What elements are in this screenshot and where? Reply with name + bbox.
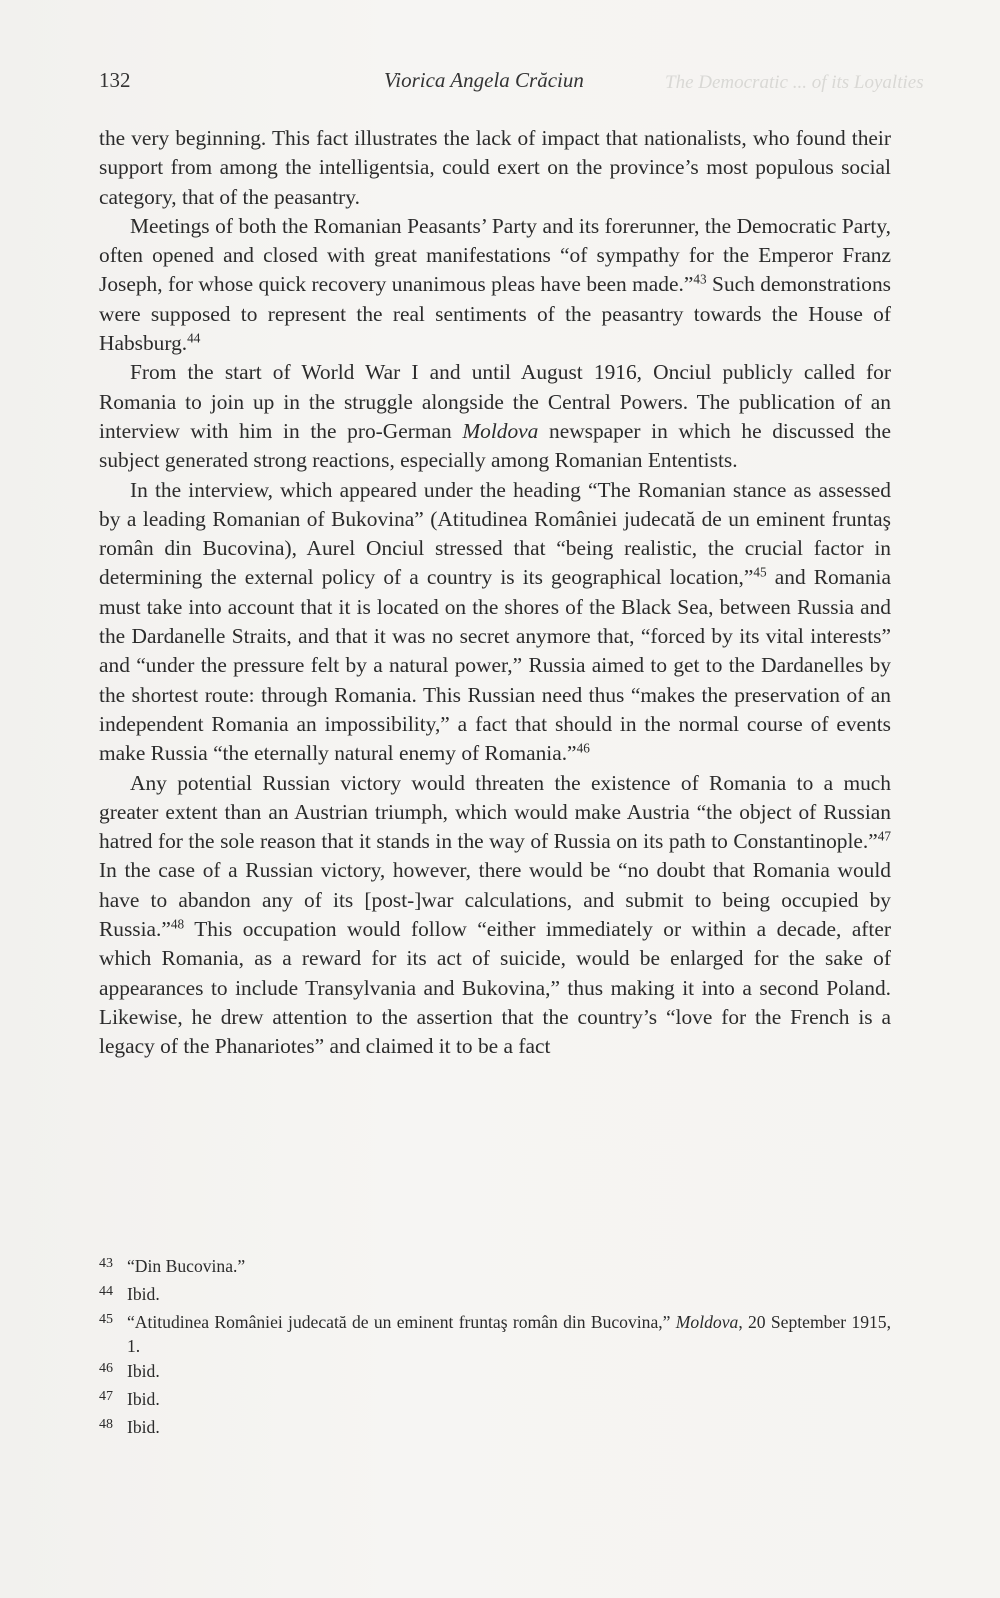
footnote-number: 48 <box>99 1416 113 1432</box>
paragraph <box>99 124 891 212</box>
text-run: Any potential Russian victory would threaten the existence of Romania to a much greater extent than an Austrian triumph, which would make Austria “the object of Russian hatred for the sole reason that it stands in the way of Russia on its path to Constantinople.” <box>99 770 891 854</box>
text-run: In the interview, which appeared under the heading “The Romanian stance as assessed by a leading Romanian of Bukovina” (Atitudinea României judecată de un eminent fruntaş român din Bucovina), Aurel Onciul stressed that “being realistic, the crucial factor in determining the external policy of a country is its geographical location,” <box>99 477 891 590</box>
page-header <box>99 68 899 98</box>
footnote-text <box>127 1254 891 1279</box>
footnote-number: 44 <box>99 1283 113 1299</box>
footnote-text <box>127 1415 891 1440</box>
footnote-number: 47 <box>99 1388 113 1404</box>
italic-text: Moldova <box>675 1311 739 1332</box>
text-run: and Romania must take into account that it is located on the shores of the Black Sea, between Russia and the Dardanelle Straits, and that it was no secret anymore that, “forced by its vital interests” and “under the pressure felt by a natural power,” Russia aimed to get to the Dardanelles by the shortest route: through Romania. This Russian need thus “makes the preservation of an independent Romania an impossibility,” a fact that should in the normal course of events make Russia “the eternally natural enemy of Romania.” <box>99 565 891 766</box>
footnote <box>99 1282 891 1310</box>
footnote-reference[interactable]: 48 <box>170 916 185 932</box>
text-run: In the case of a Russian victory, however, there would be “no doubt that Romania would have to abandon any of its [post-]war calculations, and submit to being occupied by Russia.” <box>99 858 891 942</box>
text-run: newspaper in which he discussed the subject generated strong reactions, especially among Romanian Ententists. <box>99 418 891 473</box>
footnote <box>99 1254 891 1282</box>
italic-text: Moldova <box>462 418 539 443</box>
footnote-number: 43 <box>99 1256 113 1271</box>
paragraph <box>99 476 891 769</box>
body-text <box>99 124 891 1062</box>
text-run: Ibid. <box>127 1283 160 1304</box>
footnote-number: 45 <box>99 1311 113 1327</box>
footnote-reference[interactable]: 44 <box>187 330 201 346</box>
text-run: From the start of World War I and until August 1916, Onciul publicly called for Romania to join up in the struggle alongside the Central Powers. The publication of an interview with him in the pro-German <box>99 360 891 443</box>
footnote-text <box>127 1310 891 1360</box>
footnote-reference[interactable]: 47 <box>877 828 891 844</box>
text-run: “Atitudinea României judecată de un eminent fruntaş român din Bucovina,” <box>127 1311 676 1332</box>
footnote <box>99 1310 891 1360</box>
text-run: the very beginning. This fact illustrates the lack of impact that nationalists, who found their support from among the intelligentsia, could exert on the province’s most populous social category, that of the peasantry. <box>99 126 891 209</box>
text-run: Ibid. <box>127 1388 160 1409</box>
paragraph <box>99 769 891 1062</box>
footnote <box>99 1387 891 1415</box>
bleed-through-running-head: The Democratic ... of its Loyalties <box>665 72 924 93</box>
footnote-reference[interactable]: 43 <box>693 272 707 288</box>
footnote-reference[interactable]: 46 <box>576 740 590 756</box>
footnotes <box>99 1254 891 1443</box>
footnote-number: 46 <box>99 1361 113 1377</box>
paragraph <box>99 212 891 358</box>
footnote <box>99 1415 891 1443</box>
text-run: “Din Bucovina.” <box>127 1256 246 1276</box>
text-run: This occupation would follow “either immediately or within a decade, after which Romania, as a reward for its act of suicide, would be enlarged for the sake of appearances to include Transylvania and Bukovina,” thus making it into a second Poland. Likewise, he drew attention to the assertion that the country’s “love for the French is a legacy of the Phanariotes” and claimed it to be a fact <box>99 917 891 1059</box>
running-head: Viorica Angela Crăciun <box>384 68 584 92</box>
paragraph <box>99 358 891 475</box>
text-run: Ibid. <box>127 1416 160 1437</box>
footnote <box>99 1359 891 1387</box>
footnote-text <box>127 1359 891 1384</box>
text-run: Ibid. <box>127 1361 160 1382</box>
text-run: Meetings of both the Romanian Peasants’ Party and its forerunner, the Democratic Party, often opened and closed with great manifestations “of sympathy for the Emperor Franz Joseph, for whose quick recovery unanimous pleas have been made.” <box>99 213 891 297</box>
footnote-reference[interactable]: 45 <box>753 565 767 581</box>
text-run: , 20 September 1915, 1. <box>127 1311 891 1357</box>
text-run: Such demonstrations were supposed to represent the real sentiments of the peasantry towards the House of Habsburg. <box>99 272 891 356</box>
footnote-text <box>127 1387 891 1412</box>
page-number: 132 <box>99 68 131 92</box>
footnote-text <box>127 1282 891 1307</box>
